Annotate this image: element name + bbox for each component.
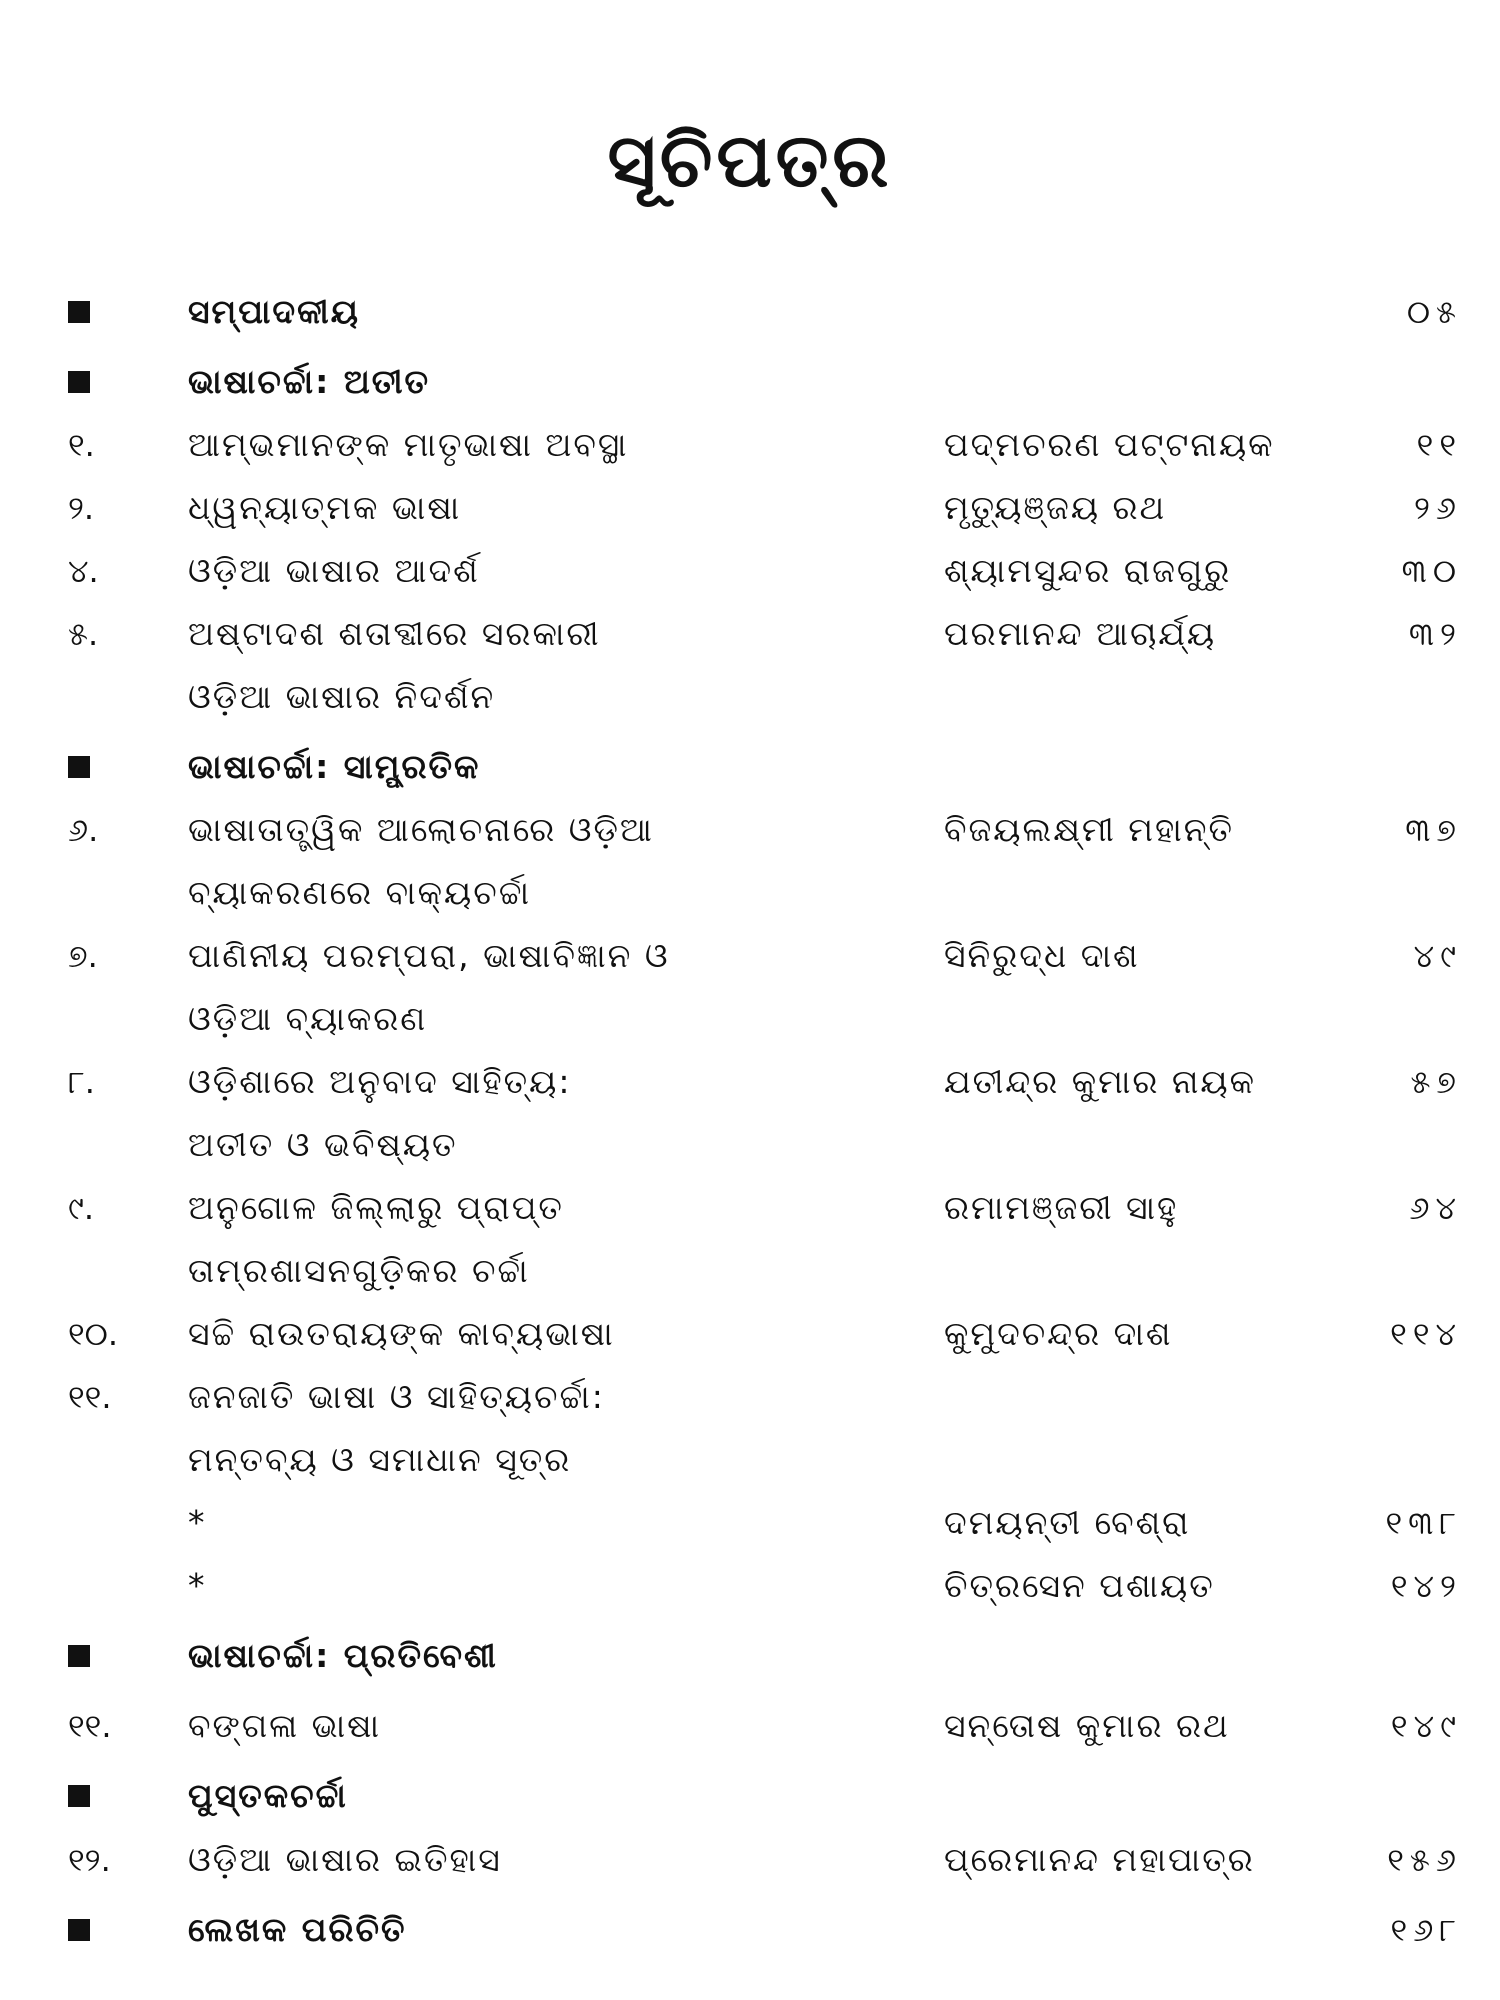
entry-number: ୭. (68, 937, 98, 975)
entry-title: ଓଡ଼ିଶାରେ ଅନୁବାଦ ସାହିତ୍ୟ: (188, 1062, 572, 1101)
entry-author: ଦମୟନ୍ତୀ ବେଶ୍ରା (944, 1503, 1191, 1542)
entry-author: କୁମୁଦଚନ୍ଦ୍ର ଦାଶ (944, 1314, 1173, 1353)
entry-title: ଅଷ୍ଟାଦଶ ଶତାବ୍ଦୀରେ ସରକାରୀ (188, 614, 601, 653)
entry-page-number: ୧୧୪ (1390, 1315, 1462, 1353)
toc-section-row (0, 1766, 1500, 1826)
entry-number: ୫. (68, 615, 99, 653)
toc-entry-row (0, 1367, 1500, 1427)
toc-entry-row (0, 1178, 1500, 1238)
bullet-square (68, 1645, 90, 1667)
entry-title: ଅତୀତ ଓ ଭବିଷ୍ୟତ (188, 1125, 458, 1164)
entry-title: ପାଣିନୀୟ ପରମ୍ପରା, ଭାଷାବିଜ୍ଞାନ ଓ (188, 936, 670, 975)
entry-number: ୧୦. (68, 1315, 119, 1353)
toc-entry-row (0, 1430, 1500, 1490)
entry-number: ୬. (68, 811, 99, 849)
entry-page-number: ୨୬ (1413, 489, 1462, 527)
section-bullet-icon (68, 282, 90, 342)
section-title: ଲେଖକ ପରିଚିତି (188, 1910, 407, 1949)
entry-title: ଓଡ଼ିଆ ବ୍ୟାକରଣ (188, 999, 428, 1038)
bullet-square (68, 301, 90, 323)
entry-title: ବ୍ୟାକରଣରେ ବାକ୍ୟଚର୍ଚ୍ଚା (188, 873, 531, 912)
entry-page-number: ୧୧ (1416, 426, 1462, 464)
toc-section-row (0, 282, 1500, 342)
bullet-square (68, 371, 90, 393)
section-bullet-icon (68, 352, 90, 412)
entry-title: ଓଡ଼ିଆ ଭାଷାର ଆଦର୍ଶ (188, 551, 480, 590)
toc-entry-row (0, 1304, 1500, 1364)
entry-page-number: ୧୪୨ (1390, 1567, 1462, 1605)
entry-page-number: ୩୦ (1401, 552, 1462, 590)
entry-page-number: ୩୨ (1408, 615, 1462, 653)
entry-title: ଅନୁଗୋଳ ଜିଲ୍ଲାରୁ ପ୍ରାପ୍ତ (188, 1188, 564, 1227)
entry-number: ୮. (68, 1063, 95, 1101)
entry-number: ୧. (68, 426, 95, 464)
entry-title: ଭାଷାତାତ୍ତ୍ୱିକ ଆଲୋଚନାରେ ଓଡ଼ିଆ (188, 810, 654, 849)
entry-author: ଶ୍ୟାମସୁନ୍ଦର ରାଜଗୁରୁ (944, 551, 1232, 590)
entry-author: ଯତୀନ୍ଦ୍ର କୁମାର ନାୟକ (944, 1062, 1257, 1101)
entry-page-number: ୩୭ (1405, 811, 1462, 849)
toc-entry-row (0, 1493, 1500, 1553)
entry-title: ବଙ୍ଗଳା ଭାଷା (188, 1706, 382, 1745)
entry-number: ୧୨. (68, 1841, 111, 1879)
entry-page-number: ୧୫୬ (1387, 1841, 1462, 1879)
toc-entry-row (0, 541, 1500, 601)
entry-title: ଓଡ଼ିଆ ଭାଷାର ଇତିହାସ (188, 1840, 502, 1879)
toc-entry-row (0, 1052, 1500, 1112)
page-title: ସୂଚିପତ୍ର (607, 118, 893, 204)
entry-page-number: ୪୯ (1413, 937, 1462, 975)
entry-author: ସିନିରୁଦ୍ଧ ଦାଶ (944, 936, 1140, 975)
entry-title: ସଚ୍ଚି ରାଉତରାୟଙ୍କ କାବ୍ୟଭାଷା (188, 1314, 615, 1353)
section-title: ଭାଷାଚର୍ଚ୍ଚା: ଅତୀତ (188, 362, 431, 401)
toc-entry-row (0, 1241, 1500, 1301)
entry-page-number: ୧୬୮ (1390, 1911, 1462, 1949)
toc-entry-row (0, 926, 1500, 986)
toc-entry-row (0, 800, 1500, 860)
section-bullet-icon (68, 1900, 90, 1960)
entry-author: ସନ୍ତୋଷ କୁମାର ରଥ (944, 1706, 1230, 1745)
section-title: ଭାଷାଚର୍ଚ୍ଚା: ସାମ୍ପ୍ରତିକ (188, 747, 481, 786)
toc-entry-row (0, 1696, 1500, 1756)
entry-title: ମନ୍ତବ୍ୟ ଓ ସମାଧାନ ସୂତ୍ର (188, 1440, 572, 1479)
entry-title: ଧ୍ୱନ୍ୟାତ୍ମକ ଭାଷା (188, 488, 462, 527)
entry-page-number: ୧୩୮ (1385, 1504, 1462, 1542)
entry-number: ୪. (68, 552, 99, 590)
toc-entry-row (0, 989, 1500, 1049)
entry-title: ଜନଜାତି ଭାଷା ଓ ସାହିତ୍ୟଚର୍ଚ୍ଚା: (188, 1377, 605, 1416)
toc-section-row (0, 737, 1500, 797)
entry-page-number: ୧୪୯ (1390, 1707, 1462, 1745)
bullet-square (68, 1785, 90, 1807)
entry-author: ପଦ୍ମଚରଣ ପଟ୍ଟନାୟକ (944, 425, 1275, 464)
toc-entry-row (0, 415, 1500, 475)
section-title: ପୁସ୍ତକଚର୍ଚ୍ଚା (188, 1776, 348, 1815)
bullet-square (68, 1919, 90, 1941)
entry-title: ତାମ୍ରଶାସନଗୁଡ଼ିକର ଚର୍ଚ୍ଚା (188, 1251, 530, 1290)
section-bullet-icon (68, 1766, 90, 1826)
toc-entry-row (0, 478, 1500, 538)
section-bullet-icon (68, 737, 90, 797)
entry-author: ପରମାନନ୍ଦ ଆଚାର୍ଯ୍ୟ (944, 614, 1217, 653)
entry-author: ରମାମଞ୍ଜରୀ ସାହୁ (944, 1188, 1179, 1227)
entry-author: ମୃତ୍ୟୁଞ୍ଜୟ ରଥ (944, 488, 1167, 527)
toc-entry-row (0, 863, 1500, 923)
section-title: ଭାଷାଚର୍ଚ୍ଚା: ପ୍ରତିବେଶୀ (188, 1636, 498, 1675)
entry-author: ଚିତ୍ରସେନ ପଶାୟତ (944, 1566, 1215, 1605)
section-title: ସମ୍ପାଦକୀୟ (188, 292, 360, 331)
bullet-square (68, 756, 90, 778)
toc-section-row (0, 1626, 1500, 1686)
entry-page-number: ୬୪ (1409, 1189, 1462, 1227)
entry-title: ଆମ୍ଭମାନଙ୍କ ମାତୃଭାଷା ଅବସ୍ଥା (188, 425, 629, 464)
entry-author: ବିଜୟଲକ୍ଷ୍ମୀ ମହାନ୍ତି (944, 810, 1234, 849)
entry-number: ୧୧. (68, 1707, 112, 1745)
entry-number: ୧୧. (68, 1378, 112, 1416)
toc-entry-row (0, 1830, 1500, 1890)
entry-page-number: ୫୭ (1410, 1063, 1462, 1101)
toc-section-row (0, 352, 1500, 412)
entry-title: * (188, 1503, 207, 1542)
toc-section-row (0, 1900, 1500, 1960)
toc-entry-row (0, 604, 1500, 664)
toc-entry-row (0, 1115, 1500, 1175)
entry-number: ୯. (68, 1189, 95, 1227)
section-bullet-icon (68, 1626, 90, 1686)
entry-number: ୨. (68, 489, 95, 527)
entry-title: * (188, 1566, 207, 1605)
entry-author: ପ୍ରେମାନନ୍ଦ ମହାପାତ୍ର (944, 1840, 1255, 1879)
toc-entry-row (0, 1556, 1500, 1616)
entry-page-number: ୦୫ (1406, 293, 1462, 331)
entry-title: ଓଡ଼ିଆ ଭାଷାର ନିଦର୍ଶନ (188, 677, 496, 716)
toc-entry-row (0, 667, 1500, 727)
